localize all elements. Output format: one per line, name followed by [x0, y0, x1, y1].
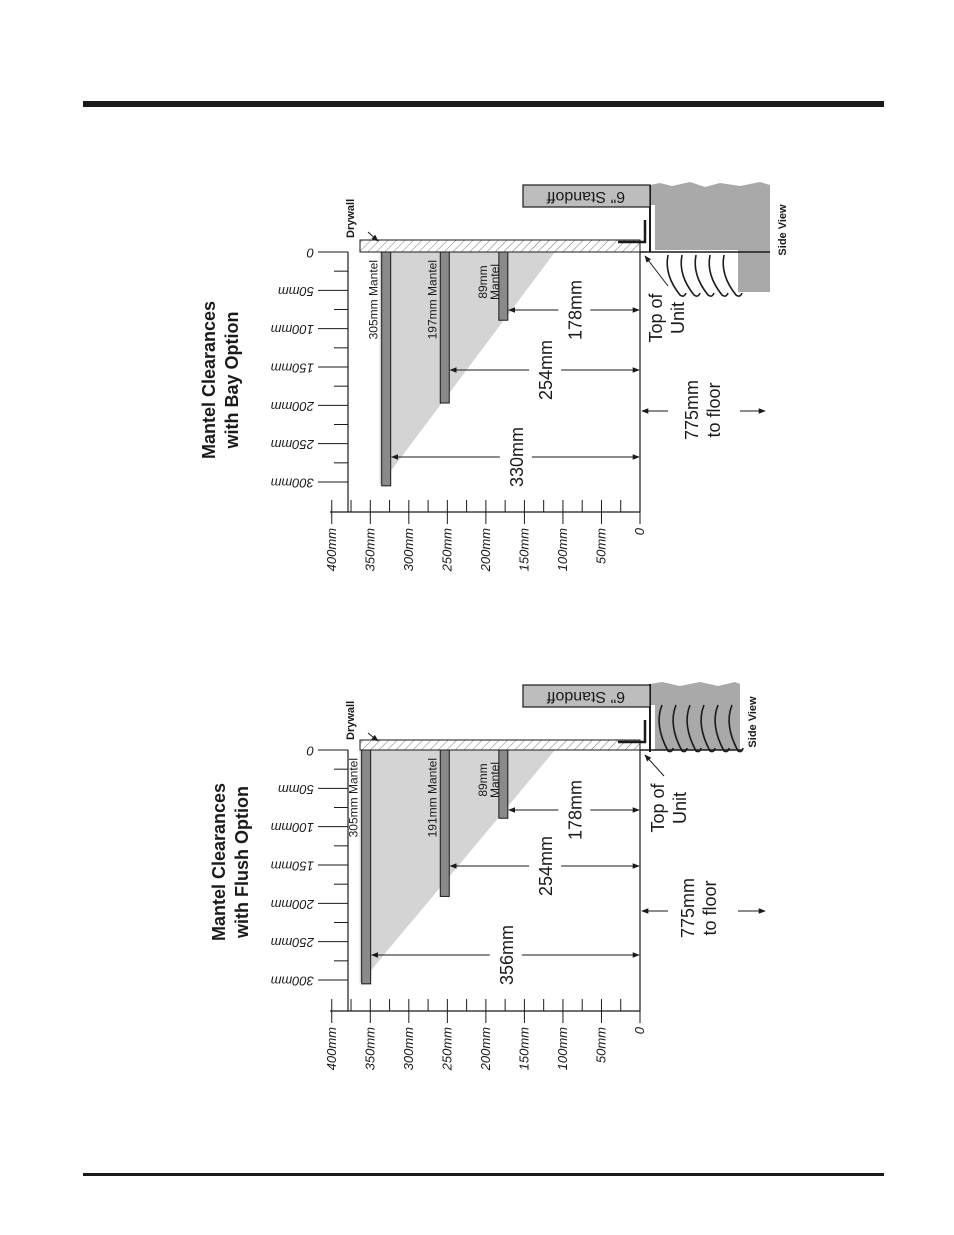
height-tick-label: 0 [632, 528, 647, 536]
drywall-label: Drywall [345, 700, 357, 740]
mantel-label-line1: 89mm [475, 763, 490, 797]
diagram-bay-option [199, 182, 789, 572]
side-view-cutaway [523, 182, 789, 296]
depth-tick-label: 200mm [270, 896, 314, 912]
height-tick-label: 50mm [593, 1027, 609, 1064]
depth-tick-label: 150mm [270, 858, 314, 874]
top-of-unit-line2: Unit [670, 791, 690, 825]
hatched-strip [360, 740, 640, 750]
floor-distance-line2: to floor [700, 880, 720, 936]
mantel-label: 197mm Mantel [425, 260, 440, 340]
mantel-label: 191mm Mantel [425, 758, 440, 838]
dimension-label: 254mm [536, 835, 557, 897]
height-tick-label: 150mm [516, 1027, 532, 1071]
hatched-strip [360, 240, 640, 252]
height-tick-label: 100mm [554, 1027, 570, 1071]
depth-tick-label: 250mm [270, 437, 314, 453]
top-of-unit-line1: Top of [646, 293, 666, 343]
height-tick-label: 350mm [362, 1027, 378, 1071]
floor-distance-line1: 775mm [682, 379, 702, 441]
height-tick-label: 400mm [323, 1027, 339, 1071]
depth-tick-label: 100mm [270, 322, 314, 338]
standoff-label: 6" Standoff [546, 187, 626, 205]
height-tick-label: 350mm [362, 528, 378, 572]
floor-distance-line2: to floor [704, 382, 724, 438]
dimension-label: 178mm [565, 279, 586, 341]
depth-tick-label: 100mm [270, 820, 314, 836]
bay-section [738, 250, 770, 292]
height-tick-label: 150mm [516, 528, 532, 572]
height-tick-label: 400mm [323, 528, 339, 572]
dimension-label: 178mm [565, 779, 586, 841]
mantel-bar [362, 750, 371, 984]
mantel-label-line2: Mantel [487, 263, 502, 301]
dimension-label: 330mm [506, 426, 527, 488]
clearance-zone [360, 750, 555, 984]
depth-tick-label: 50mm [277, 283, 314, 299]
height-tick-label: 200mm [477, 528, 493, 572]
height-tick-label: 200mm [477, 1027, 493, 1071]
mantel-label-line2: Mantel [487, 761, 502, 799]
floor-distance-line1: 775mm [678, 877, 698, 939]
depth-tick-label: 250mm [270, 935, 314, 951]
standoff-label: 6" Standoff [546, 687, 626, 705]
depth-tick-label: 300mm [270, 475, 314, 491]
depth-tick-label: 50mm [277, 781, 314, 797]
dimension-label: 254mm [536, 339, 557, 401]
depth-tick-label: 0 [306, 245, 314, 261]
top-of-unit-line1: Top of [648, 783, 668, 833]
side-view-label: Side View [777, 204, 789, 256]
mantel-label-line1: 89mm [475, 265, 490, 299]
heat-coils [667, 255, 742, 296]
height-tick-label: 250mm [439, 528, 455, 572]
mantel-bar [440, 252, 449, 403]
diagram-title-line2: with Bay Option [222, 311, 242, 449]
diagram-flush-option [209, 682, 765, 1071]
height-tick-label: 50mm [593, 528, 609, 565]
mantel-label: 305mm Mantel [366, 260, 381, 340]
height-tick-label: 300mm [400, 528, 416, 572]
mantel-bar [382, 252, 391, 486]
height-tick-label: 300mm [400, 1027, 416, 1071]
mantel-label: 305mm Mantel [346, 758, 361, 838]
dimension-label: 356mm [496, 924, 517, 986]
depth-tick-label: 0 [306, 743, 314, 759]
height-tick-label: 100mm [554, 528, 570, 572]
side-view-label: Side View [747, 696, 759, 748]
depth-tick-label: 300mm [270, 973, 314, 989]
depth-tick-label: 150mm [270, 360, 314, 376]
height-tick-label: 0 [632, 1027, 647, 1035]
height-tick-label: 250mm [439, 1027, 455, 1071]
diagram-title-line2: with Flush Option [232, 786, 252, 938]
depth-tick-label: 200mm [270, 398, 314, 414]
drywall-label: Drywall [345, 198, 357, 238]
diagram-title-line1: Mantel Clearances [209, 782, 229, 942]
mantel-bar [440, 750, 449, 896]
clearance-zone [380, 252, 555, 486]
top-of-unit-line2: Unit [668, 301, 688, 335]
diagram-title-line1: Mantel Clearances [199, 300, 219, 460]
wall-section [650, 182, 770, 250]
